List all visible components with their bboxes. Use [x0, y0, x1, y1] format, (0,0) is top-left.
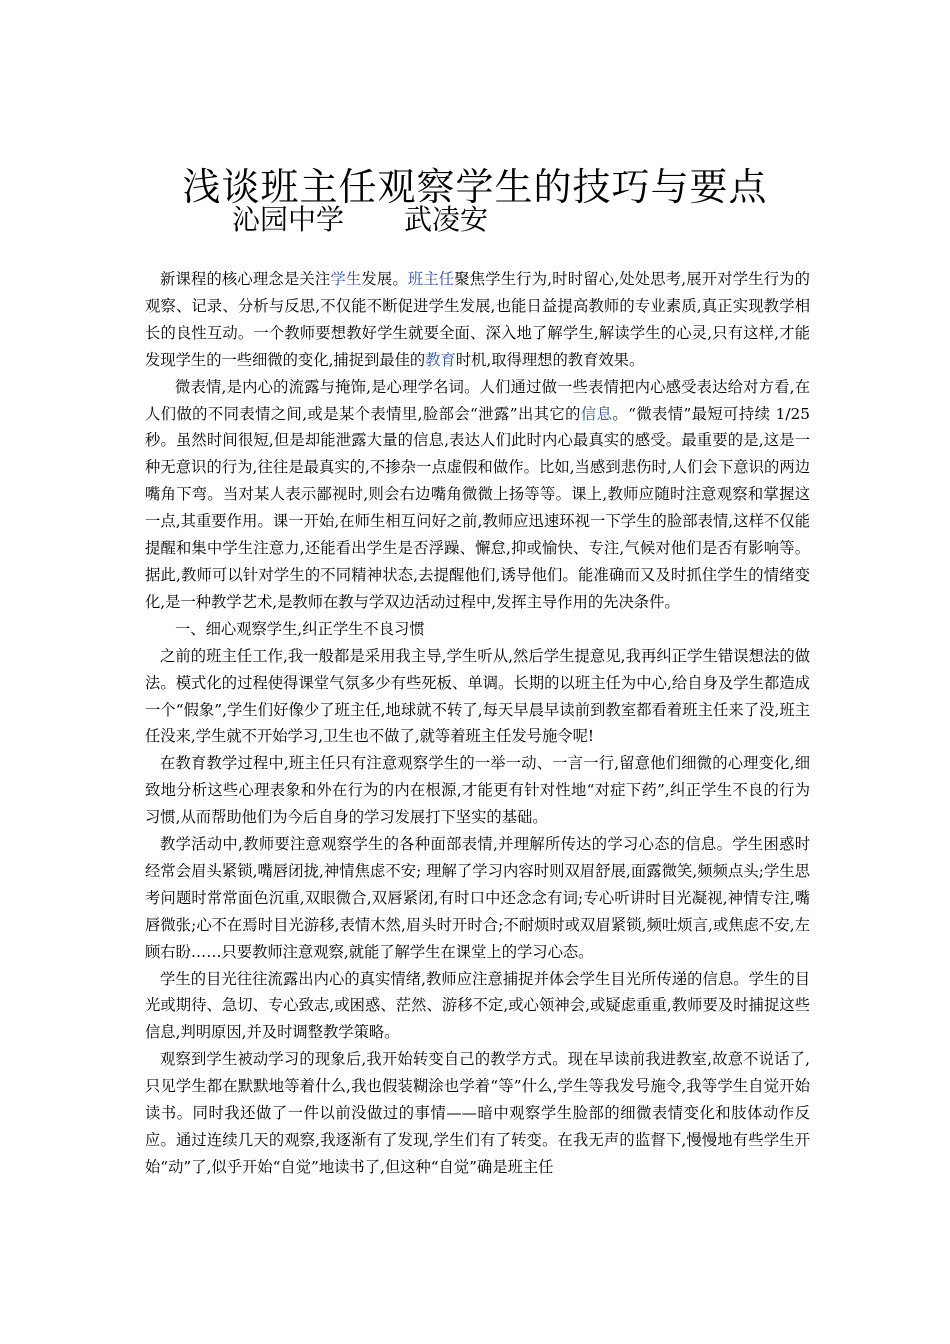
previous-work-paragraph — [145, 643, 810, 751]
author-name: 武凌安 — [404, 203, 489, 236]
text-run: 新课程的核心理念是关注 — [160, 270, 331, 288]
text-run: 在教育教学过程中,班主任只有注意观察学生的一举一动、一言一行,留意他们细微的心理变化,细致地分析这些心理表象和外在行为的内在根源,才能更有针对性地“对症下药”,纠正学生不良的行为习惯,从而帮助他们为今后自身的学习发展打下坚实的基础。 — [145, 754, 810, 827]
micro-expression-paragraph — [145, 374, 810, 616]
text-run: 教学活动中,教师要注意观察学生的各种面部表情,并理解所传达的学习心态的信息。学生困惑时经常会眉头紧锁,嘴唇闭拢,神情焦虑不安; 理解了学习内容时则双眉舒展,面露微笑,频频点头;学生思考问题时常常面色沉重,双眼微合,双唇紧闭,有时口中还念念有词;专心听讲时目光凝视,神情专注,嘴唇微张;心不在焉时目光游移,表情木然,眉头时开时合;不耐烦时或双眉紧锁,频吐烦言,或焦虑不安,左顾右盼……只要教师注意观察,就能了解学生在课堂上的学习心态。 — [145, 835, 810, 961]
text-run: 观察到学生被动学习的现象后,我开始转变自己的教学方式。现在早读前我进教室,故意不说话了,只见学生都在默默地等着什么,我也假装糊涂也学着“等”什么,学生等我发号施令,我等学生自觉开始读书。同时我还做了一件以前没做过的事情——暗中观察学生脸部的细微表情变化和肢体动作反应。通过连续几天的观察,我逐渐有了发现,学生们有了转变。在我无声的监督下,慢慢地有些学生开始“动”了,似乎开始“自觉”地读书了,但这种“自觉”确是班主任 — [145, 1050, 810, 1176]
byline — [232, 200, 488, 240]
eye-contact-paragraph — [145, 966, 810, 1047]
text-run: 之前的班主任工作,我一般都是采用我主导,学生听从,然后学生提意见,我再纠正学生错误想法的做法。模式化的过程使得课堂气氛多少有些死板、单调。长期的以班主任为中心,给自身及学生都造成一个“假象”,学生们好像少了班主任,地球就不转了,每天早晨早读前到教室都看着班主任来了没,班主任没来,学生就不开始学习,卫生也不做了,就等着班主任发号施令呢! — [145, 646, 810, 746]
text-run: 时机,取得理想的教育效果。 — [455, 350, 645, 369]
text-run: 学生的目光往往流露出内心的真实情绪,教师应注意捕捉并体会学生目光所传递的信息。学生的目光或期待、急切、专心致志,或困惑、茫然、游移不定,或心领神会,或疑虑重重,教师要及时捕捉这些信息,判明原因,并及时调整教学策略。 — [145, 969, 810, 1042]
school-name: 沁园中学 — [232, 203, 345, 236]
document-title: 浅谈班主任观察学生的技巧与要点 — [182, 165, 768, 210]
text-run: 发展。 — [361, 270, 408, 288]
inline-link[interactable]: 教育 — [425, 350, 456, 369]
text-run: 。“微表情”最短可持续 1/25 秒。虽然时间很短,但是却能泄露大量的信息,表达人们此时内心最真实的感受。最重要的是,这是一种无意识的行为,往往是最真实的,不掺杂一点虚假和做作。比如,当感到悲伤时,人们会下意识的两边嘴角下弯。当对某人表示鄙视时,则会右边嘴角微微上扬等等。课上,教师应随时注意观察和掌握这一点,其重要作用。课一开始,在师生相互问好之前,教师应迅速环视一下学生的脸部表情,这样不仅能提醒和集中学生注意力,还能看出学生是否浮躁、懈怠,抑或愉快、专注,气候对他们是否有影响等。据此,教师可以针对学生的不同精神状态,去提醒他们,诱导他们。能准确而又及时抓住学生的情绪变化,是一种教学艺术,是教师在教与学双边活动过程中,发挥主导作用的先决条件。 — [145, 404, 810, 611]
facial-expression-paragraph — [145, 831, 810, 966]
intro-paragraph — [145, 266, 810, 374]
section-heading-1 — [145, 616, 810, 643]
text-run: 一、细心观察学生,纠正学生不良习惯 — [175, 619, 425, 638]
inline-link[interactable]: 信息 — [580, 404, 613, 423]
observation-process-paragraph — [145, 750, 810, 831]
inline-link[interactable]: 学生 — [330, 270, 362, 288]
text-run: 聚焦学生行为,时时留心,处处思考,展开对学生行为的观察、记录、分析与反思,不仅能不断促进学生发展,也能日益提高教师的专业素质,真正实现教学相长的良性互动。一个教师要想教好学生就要全面、深入地了解学生,解读学生的心灵,只有这样,才能发现学生的一些细微的变化,捕捉到最佳的 — [145, 270, 810, 369]
document-body — [145, 266, 810, 1181]
passive-learning-paragraph — [145, 1046, 810, 1181]
text-run: 微表情,是内心的流露与掩饰,是心理学名词。人们通过做一些表情把内心感受表达给对方看,在人们做的不同表情之间,或是某个表情里,脸部会“泄露”出其它的 — [145, 377, 810, 423]
inline-link[interactable]: 班主任 — [407, 270, 455, 288]
